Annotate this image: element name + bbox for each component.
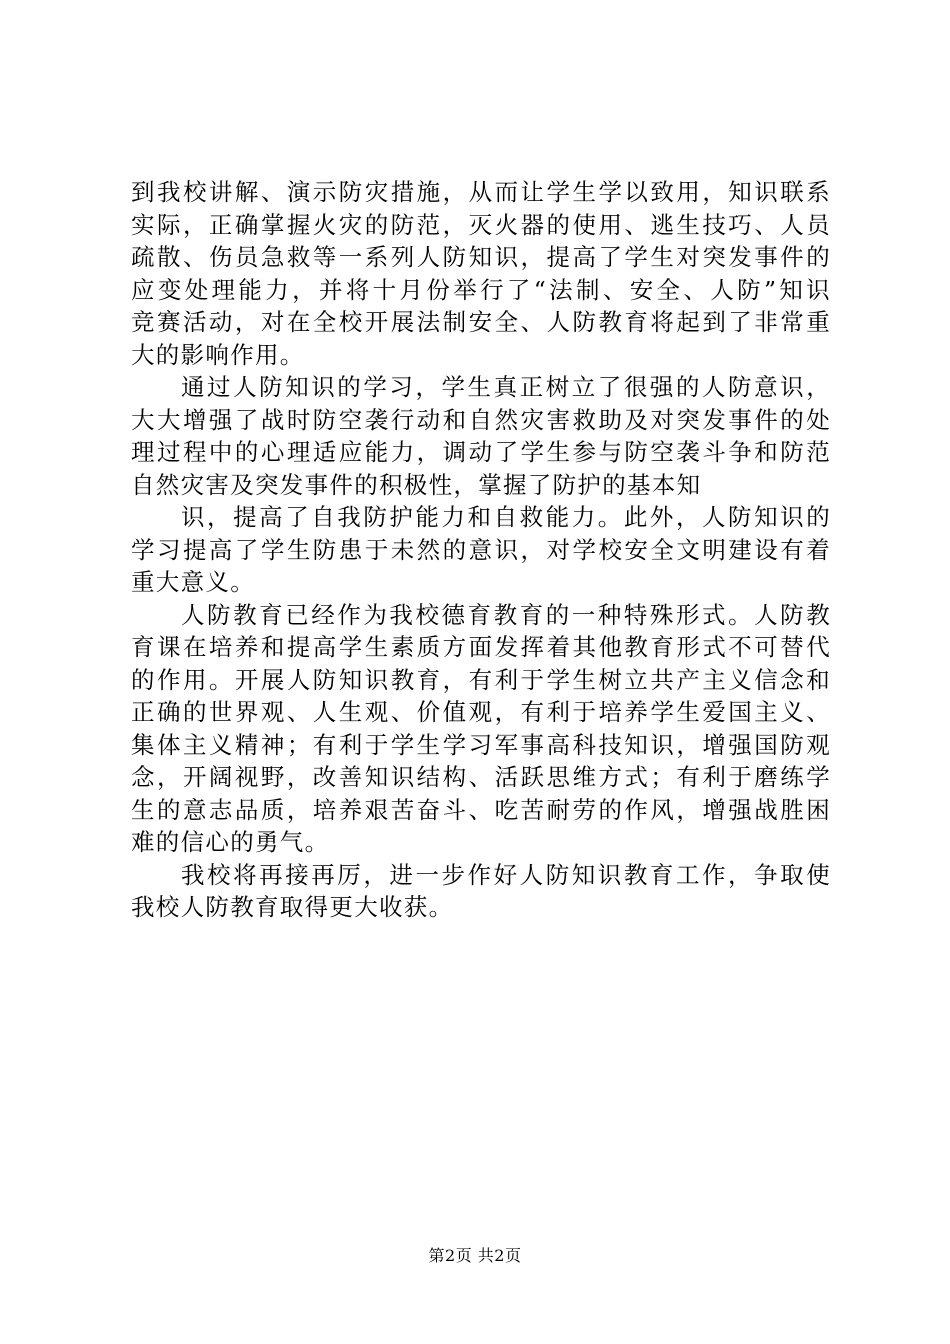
- text-line: 竞赛活动，对在全校开展法制安全、人防教育将起到了非常重: [131, 308, 831, 336]
- body-text: [131, 176, 831, 924]
- text-line: 育课在培养和提高学生素质方面发挥着其他教育形式不可替代: [131, 633, 831, 661]
- text-line: 我校人防教育取得更大收获。: [131, 893, 454, 921]
- text-line: 实际，正确掌握火灾的防范，灭火器的使用、逃生技巧、人员: [131, 210, 831, 239]
- text-line: 大的影响作用。: [131, 340, 305, 369]
- text-line: 自然灾害及突发事件的积极性，掌握了防护的基本知: [131, 470, 702, 499]
- text-line: 识，提高了自我防护能力和自救能力。此外，人防知识的: [181, 503, 831, 531]
- text-line: 疏散、伤员急救等一系列人防知识，提高了学生对突发事件的: [131, 243, 831, 271]
- text-line: 正确的世界观、人生观、价值观，有利于培养学生爱国主义、: [131, 698, 831, 726]
- text-line: 人防教育已经作为我校德育教育的一种特殊形式。人防教: [181, 600, 831, 629]
- page-footer: 第2页 共2页: [428, 1246, 522, 1265]
- text-line: 应变处理能力，并将十月份举行了“法制、安全、人防”知识: [131, 275, 831, 304]
- text-line: 理过程中的心理适应能力，调动了学生参与防空袭斗争和防范: [131, 438, 831, 466]
- text-line: 大大增强了战时防空袭行动和自然灾害救助及对突发事件的处: [131, 405, 831, 434]
- text-line: 生的意志品质，培养艰苦奋斗、吃苦耐劳的作风，增强战胜困: [131, 795, 831, 824]
- text-line: 学习提高了学生防患于未然的意识，对学校安全文明建设有着: [131, 535, 831, 564]
- text-line: 难的信心的勇气。: [131, 828, 330, 856]
- text-line: 我校将再接再厉，进一步作好人防知识教育工作，争取使: [181, 860, 831, 889]
- text-line: 的作用。开展人防知识教育，有利于学生树立共产主义信念和: [131, 665, 831, 694]
- text-line: 通过人防知识的学习，学生真正树立了很强的人防意识，: [181, 373, 831, 401]
- text-line: 到我校讲解、演示防灾措施，从而让学生学以致用，知识联系: [131, 178, 831, 206]
- text-line: 集体主义精神；有利于学生学习军事高科技知识，增强国防观: [131, 730, 831, 759]
- text-line: 重大意义。: [131, 568, 255, 596]
- text-line: 念，开阔视野，改善知识结构、活跃思维方式；有利于磨练学: [131, 763, 831, 791]
